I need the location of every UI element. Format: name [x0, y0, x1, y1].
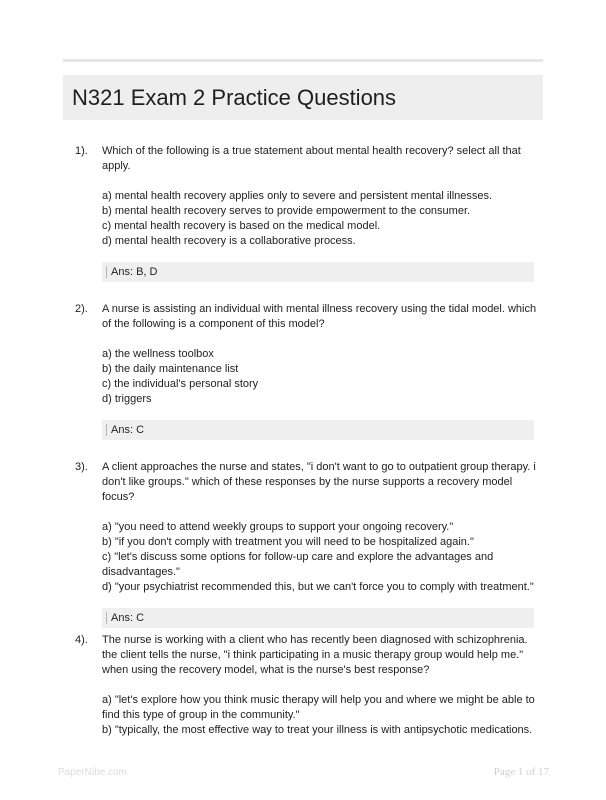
- answer-text: Ans: C: [111, 612, 145, 624]
- question-number: 4).: [75, 634, 88, 646]
- top-divider: [63, 59, 543, 62]
- question-number: 3).: [75, 461, 88, 473]
- question-4: [75, 633, 545, 738]
- document-title: N321 Exam 2 Practice Questions: [72, 85, 397, 110]
- option-list: [102, 520, 542, 595]
- option-list: [102, 189, 542, 249]
- answer-box: [102, 262, 534, 282]
- question-number: 1).: [75, 145, 88, 157]
- option-d: d) "your psychiatrist recommended this, but we can't force you to comply with treatment.": [102, 581, 534, 593]
- option-list: [102, 693, 542, 738]
- option-b: b) "typically, the most effective way to treat your illness is with antipsychotic medications.: [102, 724, 533, 736]
- option-b: b) the daily maintenance list: [102, 363, 239, 375]
- option-a: a) "you need to attend weekly groups to support your ongoing recovery.": [102, 521, 454, 533]
- answer-text: Ans: B, D: [111, 266, 158, 278]
- answer-box: [102, 608, 534, 628]
- option-d: d) triggers: [102, 393, 152, 405]
- page-indicator: Page 1 of 17: [493, 766, 549, 778]
- question-number: 2).: [75, 303, 88, 315]
- option-b: b) mental health recovery serves to provide empowerment to the consumer.: [102, 205, 471, 217]
- option-a: a) mental health recovery applies only to severe and persistent mental illnesses.: [102, 190, 493, 202]
- title-banner: [63, 75, 543, 120]
- option-c: c) mental health recovery is based on the medical model.: [102, 220, 381, 232]
- option-b: b) "if you don't comply with treatment you will need to be hospitalized again.": [102, 536, 474, 548]
- option-d: d) mental health recovery is a collaborative process.: [102, 235, 356, 247]
- answer-text: Ans: C: [111, 424, 145, 436]
- question-text: A client approaches the nurse and states, "i don't want to go to outpatient group therapy. i don't like groups." which of these responses by the nurse supports a recovery model focus?: [102, 461, 536, 503]
- question-text: Which of the following is a true statement about mental health recovery? select all that apply.: [102, 145, 521, 172]
- question-text: A nurse is assisting an individual with mental illness recovery using the tidal model. which of the following is a component of this model?: [102, 303, 537, 330]
- option-a: a) the wellness toolbox: [102, 348, 214, 360]
- question-1: [75, 144, 545, 282]
- answer-box: [102, 420, 534, 440]
- question-text: The nurse is working with a client who has recently been diagnosed with schizophrenia. the client tells the nurse, "i think participating in a music therapy group would help me." when using the recovery model, what is the nurse's best response?: [102, 634, 528, 676]
- footer-watermark: PaperNibe.com: [58, 767, 127, 778]
- question-2: [75, 302, 545, 440]
- option-list: [102, 347, 542, 407]
- question-3: [75, 460, 545, 628]
- option-a: a) "let's explore how you think music therapy will help you and where we might be able to find this type of group in the community.": [102, 694, 535, 721]
- option-c: c) "let's discuss some options for follow-up care and explore the advantages and disadvantages.": [102, 551, 494, 578]
- option-c: c) the individual's personal story: [102, 378, 259, 390]
